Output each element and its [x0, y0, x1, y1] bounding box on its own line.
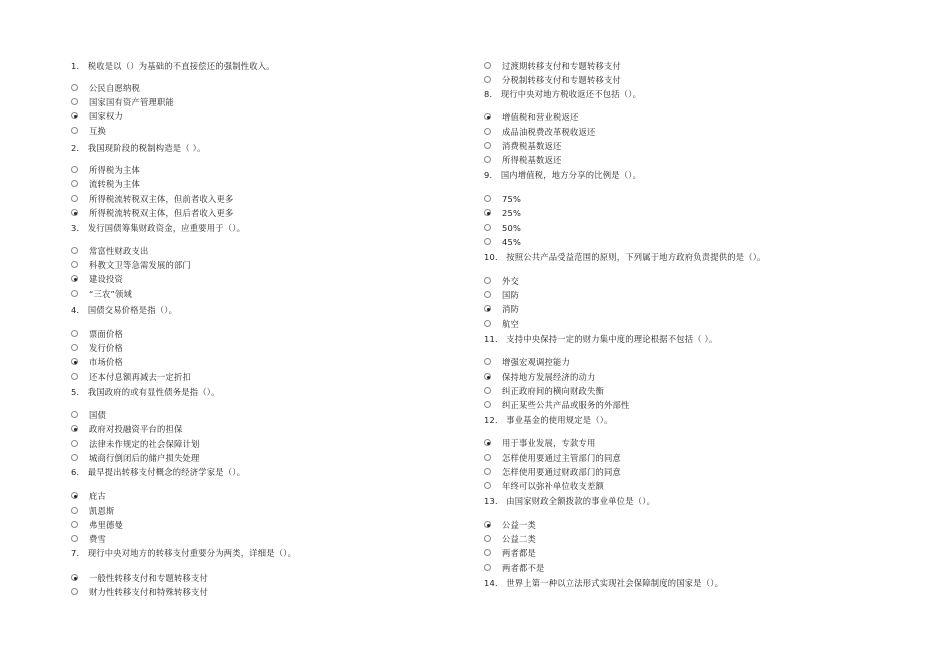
radio-button[interactable]: [71, 275, 78, 282]
option-label: 流转税为主体: [89, 179, 140, 189]
radio-button[interactable]: [484, 238, 491, 245]
radio-button[interactable]: [71, 290, 78, 297]
question-text: 3． 发行国债筹集财政资金，应重要用于（）。: [71, 223, 246, 233]
option-label: 国债: [89, 410, 106, 420]
option-label: 25%: [502, 208, 522, 218]
option-label: 年终可以弥补单位收支差额: [502, 481, 604, 491]
option-label: 费雪: [89, 534, 106, 544]
radio-button[interactable]: [484, 291, 491, 298]
radio-button[interactable]: [484, 76, 491, 83]
option-label: 消防: [502, 304, 519, 314]
question-text: 5． 我国政府的或有显性债务是指（）。: [71, 387, 220, 397]
radio-button[interactable]: [484, 224, 491, 231]
radio-button[interactable]: [71, 358, 78, 365]
radio-button[interactable]: [484, 209, 491, 216]
radio-button[interactable]: [71, 521, 78, 528]
radio-button[interactable]: [484, 305, 491, 312]
option-label: 45%: [502, 237, 522, 247]
option-label: 科教文卫等急需发展的部门: [89, 260, 191, 270]
radio-button[interactable]: [71, 112, 78, 119]
question-text: 1． 税收是以（）为基础的不直接偿还的强制性收入。: [71, 61, 275, 71]
option-label: 市场价格: [89, 357, 123, 367]
option-label: 保持地方发展经济的动力: [502, 372, 596, 382]
option-label: 庇古: [89, 491, 106, 501]
radio-button[interactable]: [71, 373, 78, 380]
option-label: 国家权力: [89, 111, 123, 121]
radio-button[interactable]: [71, 425, 78, 432]
question-text: 14． 世界上第一种以立法形式实现社会保障制度的国家是（）。: [484, 578, 724, 588]
radio-button[interactable]: [71, 98, 78, 105]
radio-button[interactable]: [484, 62, 491, 69]
radio-button[interactable]: [71, 330, 78, 337]
option-label: “三农”领域: [89, 289, 132, 299]
question-text: 7． 现行中央对地方的转移支付重要分为两类，详细是（）。: [71, 548, 297, 558]
radio-button[interactable]: [71, 247, 78, 254]
question-text: 6． 最早提出转移支付概念的经济学家是（）。: [71, 467, 246, 477]
option-label: 一般性转移支付和专题转移支付: [89, 573, 208, 583]
radio-button[interactable]: [484, 439, 491, 446]
radio-button[interactable]: [484, 113, 491, 120]
radio-button[interactable]: [484, 482, 491, 489]
radio-button[interactable]: [71, 84, 78, 91]
radio-button[interactable]: [484, 277, 491, 284]
question-text: 2． 我国现阶段的税制构造是（ ）。: [71, 143, 206, 153]
radio-button[interactable]: [484, 549, 491, 556]
radio-button[interactable]: [71, 440, 78, 447]
option-label: 怎样使用要通过财政部门的同意: [502, 467, 621, 477]
radio-button[interactable]: [484, 128, 491, 135]
radio-button[interactable]: [484, 521, 491, 528]
question-text: 4． 国债交易价格是指（）。: [71, 305, 178, 315]
radio-button[interactable]: [484, 535, 491, 542]
option-label: 成品油税费改革税收返还: [502, 127, 596, 137]
radio-button[interactable]: [71, 454, 78, 461]
radio-button[interactable]: [71, 180, 78, 187]
question-text: 12． 事业基金的使用规定是（）。: [484, 415, 613, 425]
option-label: 航空: [502, 319, 519, 329]
radio-button[interactable]: [484, 564, 491, 571]
option-label: 50%: [502, 223, 522, 233]
option-label: 弗里德曼: [89, 520, 123, 530]
radio-button[interactable]: [71, 261, 78, 268]
option-label: 法律未作规定的社会保障计划: [89, 439, 200, 449]
option-label: 75%: [502, 194, 522, 204]
option-label: 国家国有资产管理职能: [89, 97, 174, 107]
option-label: 常富性财政支出: [89, 246, 149, 256]
option-label: 外交: [502, 276, 519, 286]
radio-button[interactable]: [71, 127, 78, 134]
radio-button[interactable]: [484, 320, 491, 327]
option-label: 国防: [502, 290, 519, 300]
option-label: 分税制转移支付和专题转移支付: [502, 75, 621, 85]
question-text: 11． 支持中央保持一定的财力集中度的理论根据不包括（ ）。: [484, 334, 718, 344]
option-label: 还本付息额再减去一定折扣: [89, 372, 191, 382]
option-label: 公益一类: [502, 520, 536, 530]
radio-button[interactable]: [484, 373, 491, 380]
option-label: 发行价格: [89, 343, 123, 353]
option-label: 过渡期转移支付和专题转移支付: [502, 61, 621, 71]
option-label: 消费税基数返还: [502, 141, 562, 151]
question-text: 10． 按照公共产品受益范围的原则，下列属于地方政府负责提供的是（）。: [484, 252, 766, 262]
option-label: 所得税流转税双主体，但后者收入更多: [89, 208, 234, 218]
option-label: 增值税和营业税返还: [502, 112, 579, 122]
radio-button[interactable]: [484, 156, 491, 163]
option-label: 怎样使用要通过主管部门的同意: [502, 453, 621, 463]
option-label: 所得税基数返还: [502, 155, 562, 165]
option-label: 纠正政府间的横向财政失衡: [502, 386, 604, 396]
question-text: 9． 国内增值税，地方分享的比例是（）。: [484, 170, 642, 180]
option-label: 建设投资: [89, 274, 123, 284]
radio-button[interactable]: [484, 468, 491, 475]
radio-button[interactable]: [484, 387, 491, 394]
option-label: 城商行倒闭后的储户损失处理: [89, 453, 200, 463]
option-label: 政府对投融资平台的担保: [89, 424, 183, 434]
option-label: 增强宏观调控能力: [502, 357, 570, 367]
radio-button[interactable]: [71, 195, 78, 202]
option-label: 所得税流转税双主体，但前者收入更多: [89, 194, 234, 204]
radio-button[interactable]: [484, 195, 491, 202]
option-label: 财力性转移支付和特殊转移支付: [89, 587, 208, 597]
radio-button[interactable]: [71, 588, 78, 595]
radio-button[interactable]: [71, 507, 78, 514]
radio-button[interactable]: [484, 401, 491, 408]
radio-button[interactable]: [484, 358, 491, 365]
option-label: 凯恩斯: [89, 506, 115, 516]
radio-button[interactable]: [71, 492, 78, 499]
question-text: 8． 现行中央对地方税收返还不包括（）。: [484, 89, 642, 99]
radio-button[interactable]: [484, 142, 491, 149]
option-label: 两者都是: [502, 548, 536, 558]
option-label: 纠正某些公共产品或服务的外部性: [502, 400, 630, 410]
option-label: 公民自愿纳税: [89, 83, 140, 93]
option-label: 互换: [89, 126, 106, 136]
radio-button[interactable]: [71, 209, 78, 216]
option-label: 用于事业发展，专款专用: [502, 438, 596, 448]
radio-button[interactable]: [71, 344, 78, 351]
radio-button[interactable]: [71, 574, 78, 581]
radio-button[interactable]: [71, 166, 78, 173]
radio-button[interactable]: [71, 411, 78, 418]
option-label: 所得税为主体: [89, 165, 140, 175]
option-label: 公益二类: [502, 534, 536, 544]
question-text: 13． 由国家财政全额拨款的事业单位是（）。: [484, 496, 656, 506]
radio-button[interactable]: [71, 535, 78, 542]
radio-button[interactable]: [484, 454, 491, 461]
option-label: 两者都不是: [502, 563, 545, 573]
option-label: 票面价格: [89, 329, 123, 339]
